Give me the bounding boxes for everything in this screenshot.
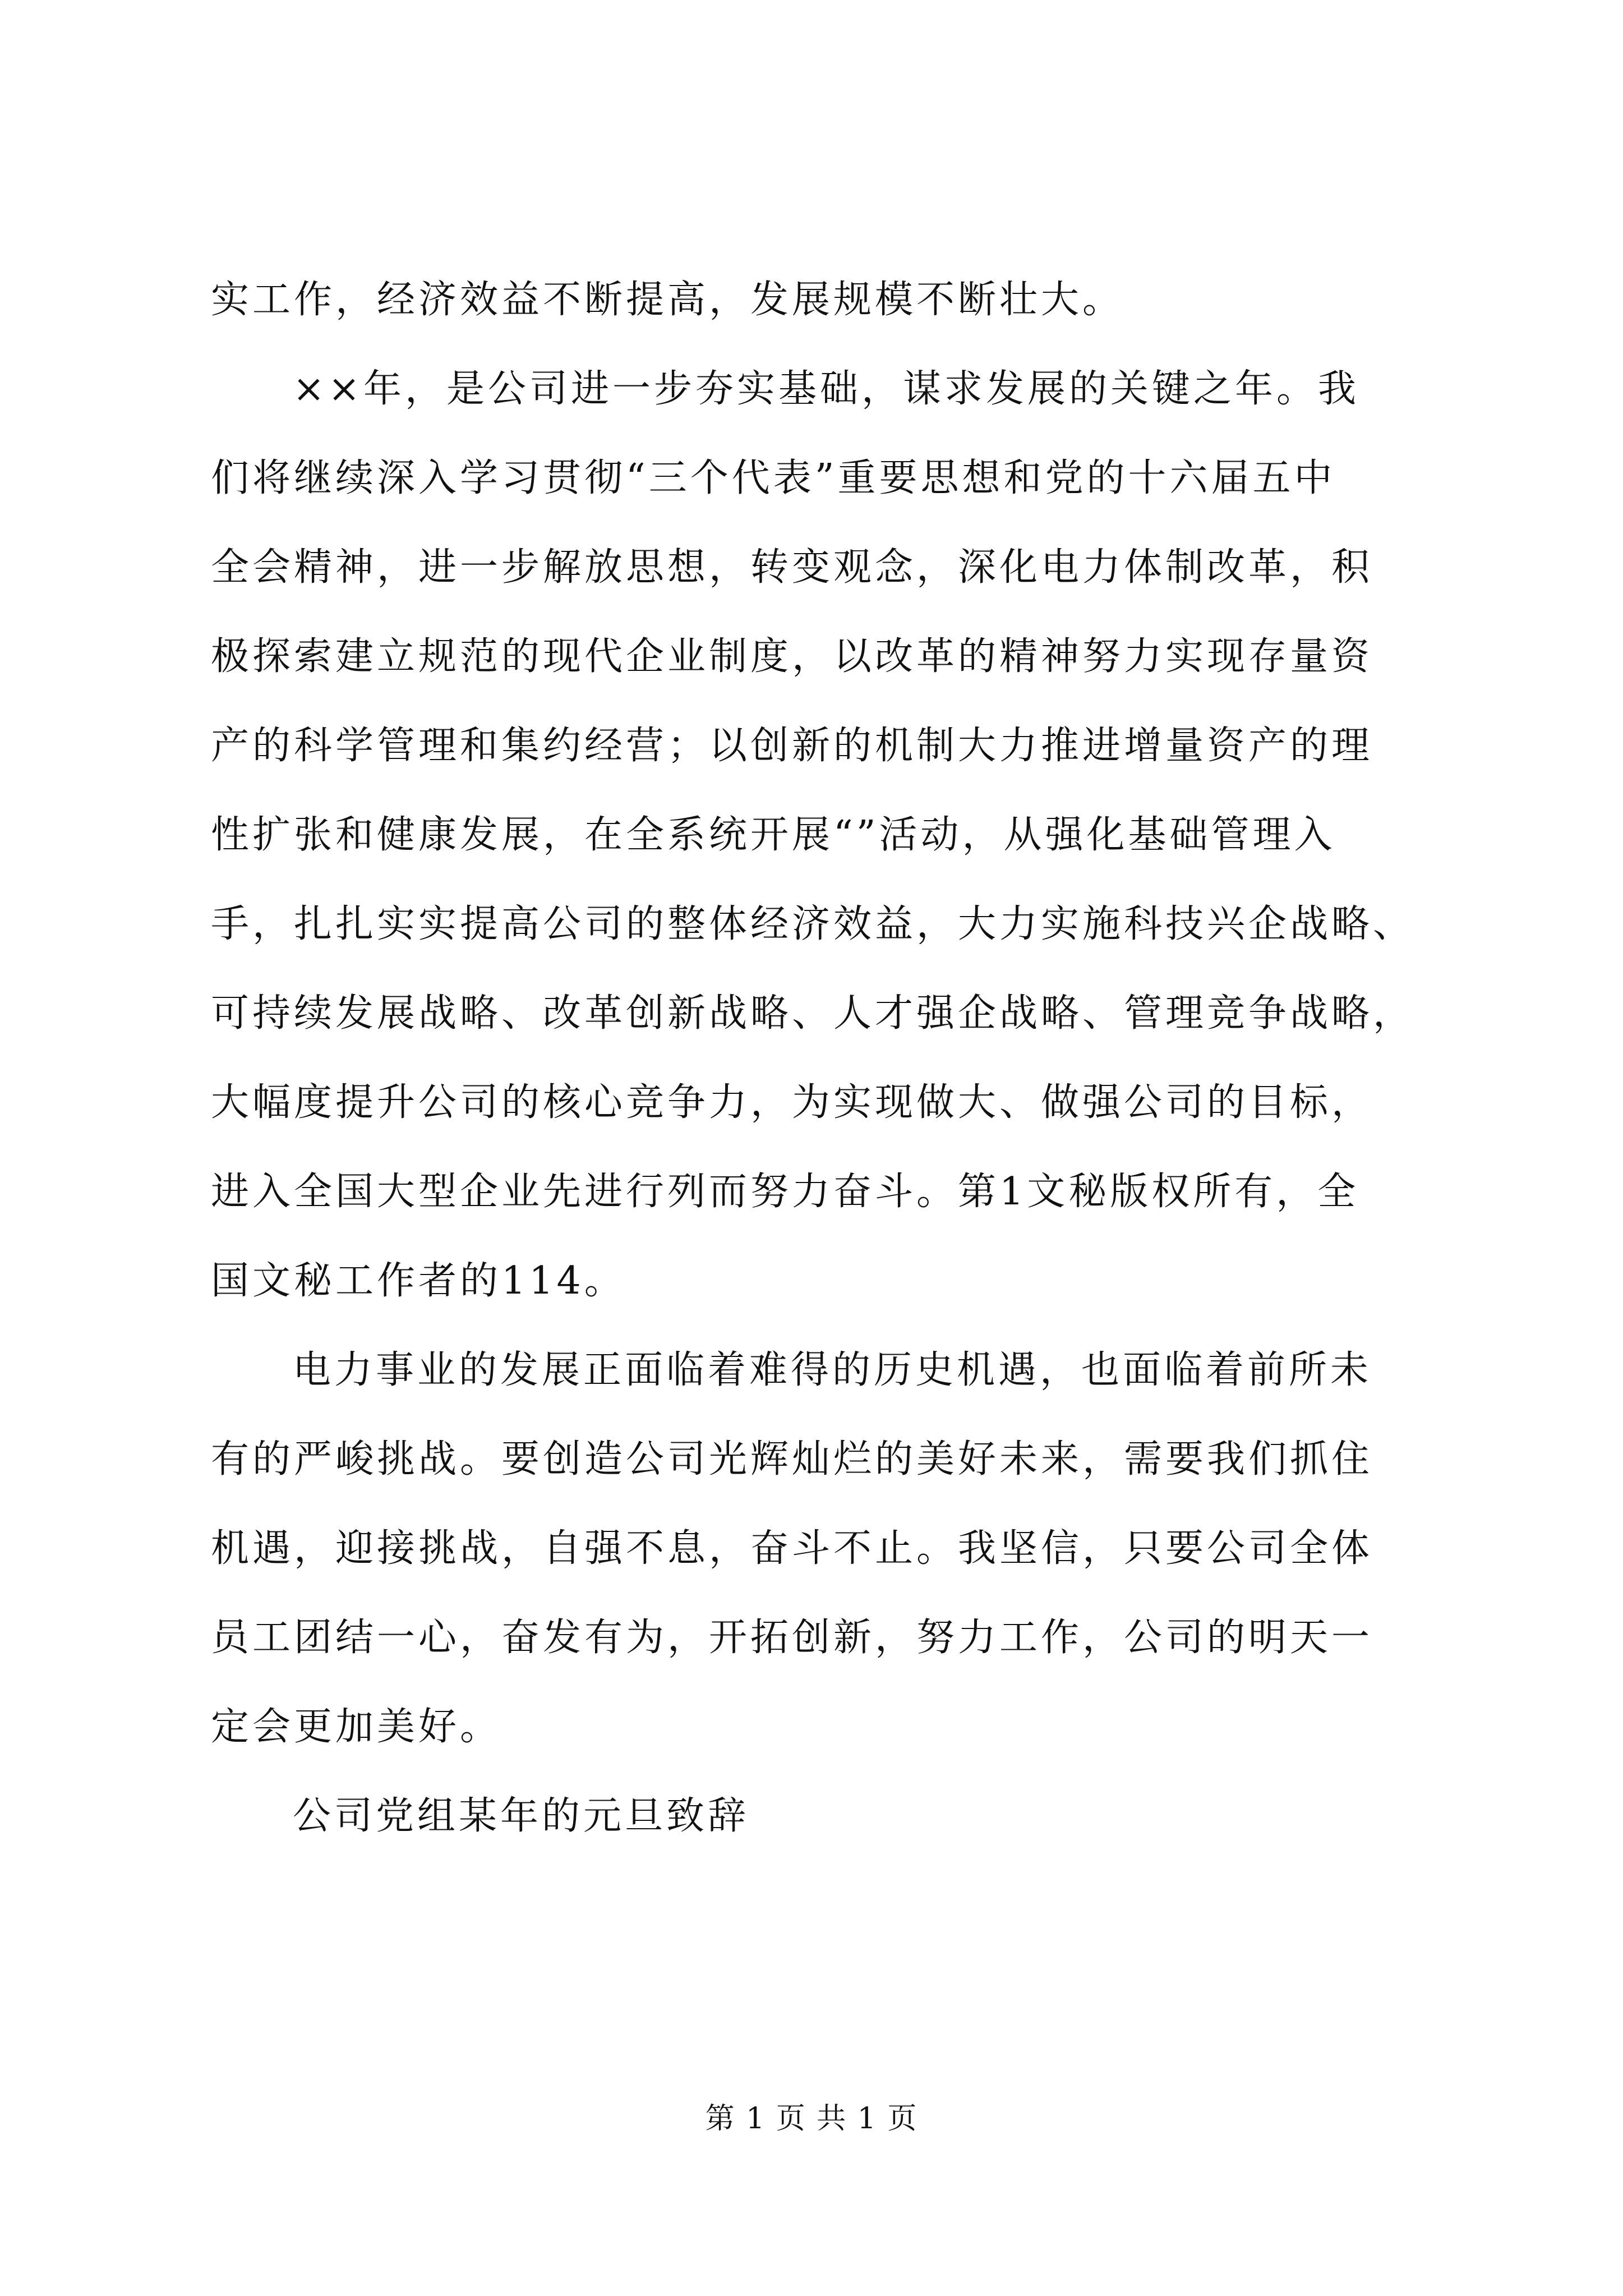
text-line: 手，扎扎实实提高公司的整体经济效益，大力实施科技兴企战略、 <box>211 902 1415 946</box>
text-line: 全会精神，进一步解放思想，转变观念，深化电力体制改革，积 <box>211 545 1373 590</box>
document-body <box>211 255 1417 1861</box>
text-line: 们将继续深入学习贯彻“三个代表”重要思想和党的十六届五中 <box>211 456 1336 500</box>
page-number-label: 第 1 页 共 1 页 <box>705 2102 918 2136</box>
text-line: 进入全国大型企业先进行列而努力奋斗。第1文秘版权所有，全 <box>211 1170 1359 1214</box>
page-footer <box>0 2099 1623 2138</box>
text-line: 产的科学管理和集约经营；以创新的机制大力推进增量资产的理 <box>211 724 1373 768</box>
text-line: ××年，是公司进一步夯实基础，谋求发展的关键之年。我 <box>293 367 1359 411</box>
text-line: 公司党组某年的元旦致辞 <box>293 1794 750 1838</box>
text-line: 实工作，经济效益不断提高，发展规模不断壮大。 <box>211 278 1124 322</box>
text-line: 可持续发展战略、改革创新战略、人才强企战略、管理竞争战略， <box>211 991 1415 1036</box>
paragraph-2 <box>211 344 1417 1326</box>
text-line: 性扩张和健康发展，在全系统开展“”活动，从强化基础管理入 <box>211 813 1336 857</box>
text-line: 电力事业的发展正面临着难得的历史机遇，也面临着前所未 <box>293 1348 1372 1392</box>
text-line: 国文秘工作者的114。 <box>211 1259 626 1303</box>
paragraph-4 <box>211 1772 1417 1861</box>
paragraph-1 <box>211 255 1417 344</box>
text-line: 极探索建立规范的现代企业制度，以改革的精神努力实现存量资 <box>211 634 1373 679</box>
text-line: 定会更加美好。 <box>211 1705 502 1749</box>
text-line: 大幅度提升公司的核心竞争力，为实现做大、做强公司的目标， <box>211 1080 1373 1125</box>
text-line: 员工团结一心，奋发有为，开拓创新，努力工作，公司的明天一 <box>211 1616 1373 1660</box>
paragraph-3 <box>211 1326 1417 1772</box>
text-line: 机遇，迎接挑战，自强不息，奋斗不止。我坚信，只要公司全体 <box>211 1526 1373 1571</box>
text-line: 有的严峻挑战。要创造公司光辉灿烂的美好未来，需要我们抓住 <box>211 1437 1373 1481</box>
